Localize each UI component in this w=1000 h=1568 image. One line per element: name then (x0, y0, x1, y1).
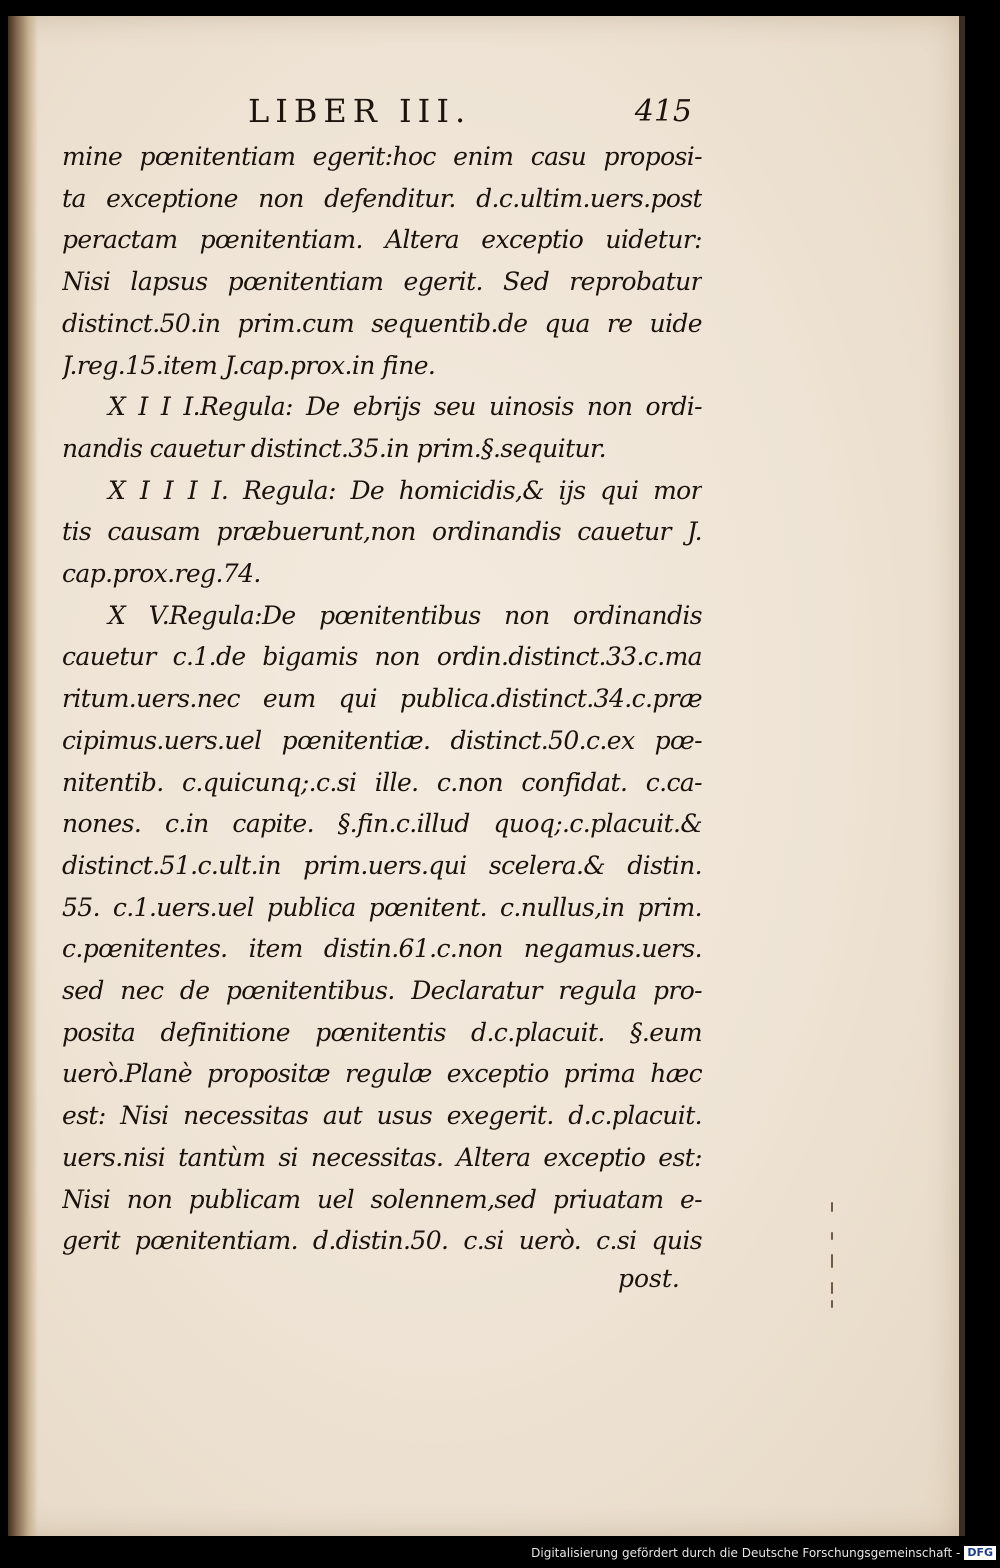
text-line: X I I I I. Regula: De homicidis,& ijs qui mor (108, 475, 702, 505)
catchword: post. (618, 1264, 680, 1293)
text-line: est: Nisi necessitas aut usus exegerit. d.c.placuit. (62, 1101, 702, 1131)
text-line: sed nec de pœnitentibus. Declaratur regula pro- (62, 976, 702, 1006)
footer-credit: Digitalisierung gefördert durch die Deutsche Forschungsgemeinschaft - (531, 1546, 961, 1560)
text-line: tis causam præbuerunt,non ordinandis cauetur J. (62, 517, 702, 547)
text-line: Nisi lapsus pœnitentiam egerit. Sed reprobatur (62, 267, 702, 297)
text-line: cauetur c.1.de bigamis non ordin.distinct.33.c.ma (62, 642, 702, 672)
text-line: nandis cauetur distinct.35.in prim.§.sequitur. (62, 433, 606, 463)
digitization-footer (531, 1542, 996, 1564)
text-line: posita definitione pœnitentis d.c.placuit. §.eum (62, 1017, 702, 1047)
text-line: mine pœnitentiam egerit:hoc enim casu proposi- (62, 142, 702, 171)
text-block (62, 136, 702, 1262)
page-header (248, 92, 698, 132)
text-line: distinct.51.c.ult.in prim.uers.qui scelera.& distin. (62, 850, 702, 880)
text-line: gerit pœnitentiam. d.distin.50. c.si uerò. c.si quis (62, 1226, 702, 1256)
folio-number: 415 (634, 94, 692, 129)
text-line: cipimus.uers.uel pœnitentiæ. distinct.50.c.ex pœ- (62, 725, 702, 755)
text-line: nitentib. c.quicunq;.c.si ille. c.non confidat. c.ca- (62, 767, 702, 797)
text-line: cap.prox.reg.74. (62, 559, 261, 589)
dfg-logo-icon: DFG (964, 1546, 996, 1560)
text-line: nones. c.in capite. §.fin.c.illud quoq;.c.placuit.& (62, 809, 702, 839)
text-line: peractam pœnitentiam. Altera exceptio uidetur: (62, 225, 702, 255)
text-line: c.pœnitentes. item distin.61.c.non negamus.uers. (62, 934, 702, 964)
margin-ink-marks (826, 1202, 840, 1312)
text-line: X I I I.Regula: De ebrijs seu uinosis non ordi- (108, 392, 702, 422)
text-line: J.reg.15.item J.cap.prox.in fine. (62, 350, 436, 380)
text-line: uers.nisi tantùm si necessitas. Altera exceptio est: (62, 1142, 702, 1172)
text-line: ritum.uers.nec eum qui publica.distinct.34.c.præ (62, 684, 702, 714)
text-line: distinct.50.in prim.cum sequentib.de qua re uide (62, 308, 702, 338)
text-line: 55. c.1.uers.uel publica pœnitent. c.nullus,in prim. (62, 892, 702, 922)
book-page (8, 16, 965, 1536)
text-line: X V.Regula:De pœnitentibus non ordinandis (108, 600, 702, 630)
page-gutter-shadow (8, 16, 38, 1536)
running-head: LIBER III. (248, 92, 472, 130)
text-line: ta exceptione non defenditur. d.c.ultim.uers.post (62, 183, 702, 213)
text-line: Nisi non publicam uel solennem,sed priuatam e- (62, 1184, 702, 1214)
text-line: uerò.Planè propositæ regulæ exceptio prima hæc (62, 1059, 702, 1089)
